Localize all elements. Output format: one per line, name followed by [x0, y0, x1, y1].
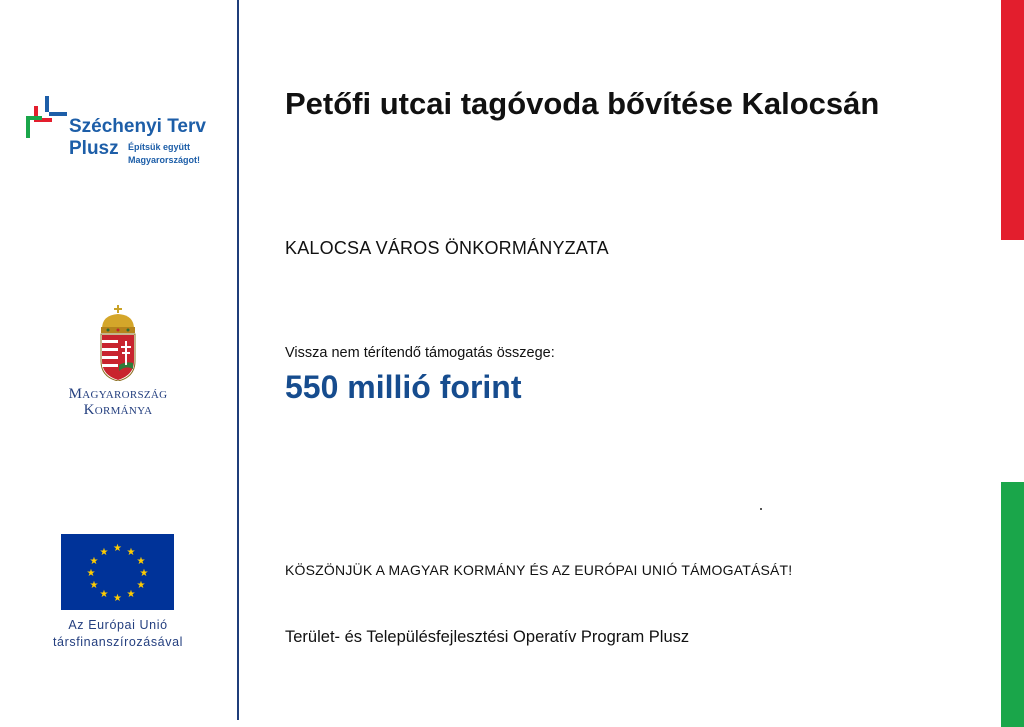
svg-text:★: ★	[126, 547, 136, 558]
program-name: Terület- és Településfejlesztési Operatív Program Plusz	[285, 628, 690, 646]
svg-text:★: ★	[86, 568, 96, 579]
hungarian-coat-of-arms-icon	[98, 305, 138, 381]
thanks-text: KÖSZÖNJÜK A MAGYAR KORMÁNY ÉS AZ EURÓPAI UNIÓ TÁMOGATÁSÁT!	[285, 562, 793, 578]
flag-stripe-green	[1001, 482, 1024, 727]
eu-logo	[30, 534, 206, 651]
svg-text:★: ★	[136, 556, 146, 567]
vertical-divider	[237, 0, 239, 720]
flag-stripe-red	[1001, 0, 1024, 240]
svg-text:★: ★	[99, 547, 109, 558]
eu-line2: társfinanszírozásával	[52, 635, 183, 649]
szechenyi-terv-logo	[24, 94, 224, 174]
szechenyi-tagline-line1: Építsük együtt	[128, 142, 191, 152]
szechenyi-tagline-line2: Magyarországot!	[128, 155, 201, 165]
svg-text:★: ★	[99, 589, 109, 600]
stray-dot	[760, 508, 762, 510]
svg-text:★: ★	[136, 580, 146, 591]
szechenyi-title-line1: Széchenyi Terv	[69, 116, 206, 137]
svg-text:★: ★	[113, 593, 122, 604]
szechenyi-title-line2: Plusz	[69, 138, 119, 159]
grant-amount: 550 millió forint	[285, 369, 522, 405]
government-logo	[50, 305, 186, 418]
eu-flag-icon	[61, 534, 174, 610]
svg-text:★: ★	[113, 543, 122, 554]
svg-text:★: ★	[89, 556, 99, 567]
szechenyi-cross-icon	[24, 94, 70, 144]
beneficiary-name: KALOCSA VÁROS ÖNKORMÁNYZATA	[285, 238, 609, 258]
project-title: Petőfi utcai tagóvoda bővítése Kalocsán	[285, 86, 880, 121]
government-line1: Magyarország	[68, 386, 168, 402]
svg-text:★: ★	[126, 589, 136, 600]
svg-text:★: ★	[89, 580, 99, 591]
grant-label: Vissza nem térítendő támogatás összege:	[285, 345, 555, 361]
svg-text:★: ★	[139, 568, 149, 579]
government-line2: Kormánya	[83, 402, 153, 418]
eu-line1: Az Európai Unió	[68, 618, 168, 632]
